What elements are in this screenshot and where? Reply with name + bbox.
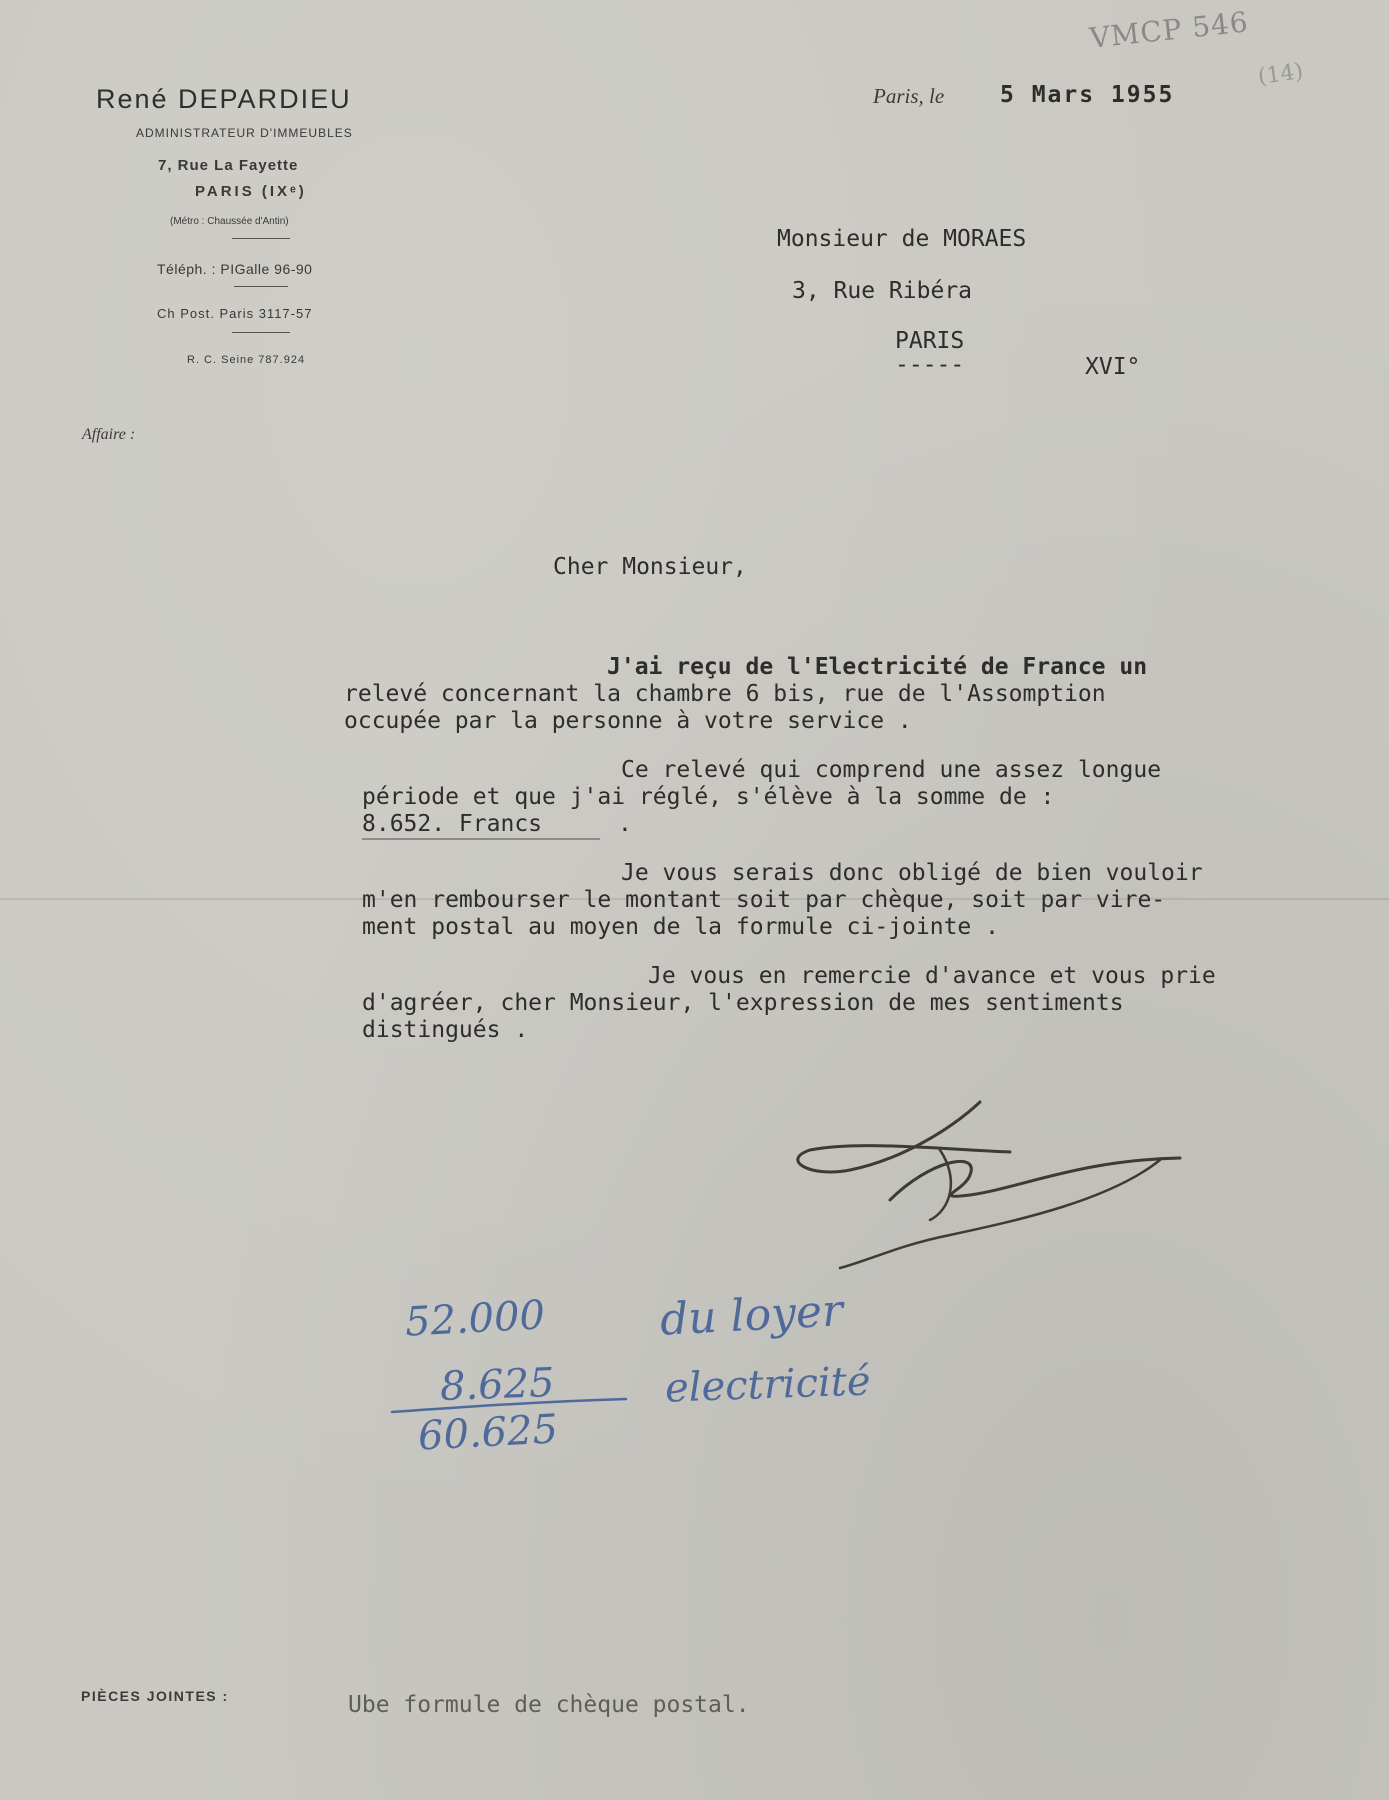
letterhead-metro: (Métro : Chaussée d'Antin) [170,216,289,227]
affaire-label: Affaire : [82,426,136,443]
body-line: J'ai reçu de l'Electricité de France un [607,654,1148,680]
body-line: m'en rembourser le montant soit par chèque, soit par vire- [362,887,1166,913]
body-line: Je vous en remercie d'avance et vous prie [648,963,1216,989]
handwritten-amount: 52.000 [403,1292,547,1346]
amount-end: . [618,811,632,837]
handwritten-label: du loyer [658,1285,845,1346]
letterhead-postal: Ch Post. Paris 3117-57 [157,306,313,321]
salutation: Cher Monsieur, [553,554,747,580]
letterhead-name: René DEPARDIEU [96,84,352,114]
recipient-district: XVI° [1085,354,1141,380]
signature [780,1090,1200,1280]
body-line: période et que j'ai réglé, s'élève à la somme de : [362,784,1055,810]
handwritten-amount: 8.625 [439,1360,556,1410]
body-line: relevé concernant la chambre 6 bis, rue de l'Assomption [344,681,1106,707]
body-line: distingués . [362,1017,529,1043]
letterhead-ornament [232,332,290,333]
body-line: ment postal au moyen de la formule ci-jointe . [362,914,999,940]
recipient-street: 3, Rue Ribéra [792,278,973,304]
letterhead-street: 7, Rue La Fayette [158,157,299,174]
body-line: occupée par la personne à votre service . [344,708,912,734]
body-line: Ce relevé qui comprend une assez longue [621,757,1162,783]
amount-underline [362,838,600,840]
recipient-name: Monsieur de MORAES [777,226,1027,252]
archive-subreference: (14) [1256,58,1305,91]
letterhead-phone: Téléph. : PIGalle 96-90 [157,261,313,277]
body-line: d'agréer, cher Monsieur, l'expression de mes sentiments [362,990,1124,1016]
amount: 8.652. Francs [362,811,543,837]
enclosure-label: PIÈCES JOINTES : [81,1688,229,1704]
recipient-city: PARIS [895,328,965,354]
handwritten-label: electricité [664,1358,872,1412]
date-value: 5 Mars 1955 [1000,82,1175,108]
letterhead-ornament [232,238,290,239]
letterhead-role: ADMINISTRATEUR D'IMMEUBLES [136,126,353,140]
archive-reference: VMCP 546 [1088,5,1251,55]
letterhead-ornament [234,286,288,287]
handwritten-total: 60.625 [416,1406,560,1460]
recipient-city-underline: ----- [895,352,965,378]
date-label: Paris, le [873,84,945,108]
letterhead-city: PARIS (IXᵉ) [195,183,307,200]
body-line: Je vous serais donc obligé de bien vouloir [621,860,1203,886]
enclosure-value: Ube formule de chèque postal. [348,1692,750,1718]
letterhead-rc: R. C. Seine 787.924 [187,354,306,366]
